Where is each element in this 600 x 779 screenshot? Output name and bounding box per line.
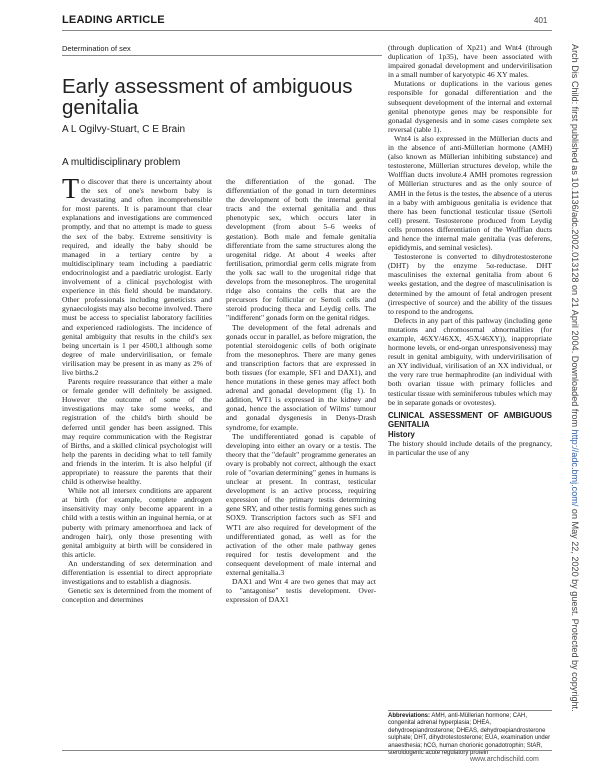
page-number: 401 (534, 16, 548, 25)
section-label: Determination of sex (62, 44, 131, 53)
sidebar-text-before: Arch Dis Child: first published as 10.1136/adc.2002.013128 on 21 April 2004. Downloaded from (570, 44, 580, 430)
paragraph (62, 177, 212, 377)
paragraph: DAX1 and Wnt 4 are two genes that may act to "antagonise" testis development. Over-expression of DAX1 (226, 577, 376, 605)
paragraph: Wnt4 is also expressed in the Müllerian ducts and in the absence of anti-Müllerian hormone (AMH) (also known as Müllerian inhibiting substance) and testosterone, Müllerian structures develop, while the Wolffian ducts involute.4 AMH promotes regression of Müllerian structures and as the only source of AMH in the fetus is the testes, the absence of a uterus in a baby with ambiguous genitalia is evidence that there has been functional testicular tissue (Sertoli cell) present. Testosterone produced from Leydig cells promotes differentiation of the Wolffian ducts and hence the internal male genitalia (vas deferens, epididymis, and seminal vesicles). (388, 133, 552, 253)
text-column-3 (388, 43, 552, 620)
drop-cap: T (62, 177, 80, 205)
sidebar-text-after: on May 22, 2020 by guest. Protected by copyright. (570, 506, 580, 712)
paragraph: While not all intersex conditions are apparent at birth (for example, complete androgen insensitivity may only become apparent in a child with a testis within an inguinal hernia, or at puberty with primary amenorrhoea and lack of androgen hair), only those presenting with genital ambiguity at birth will be considered in this article. (62, 486, 212, 559)
sidebar-link[interactable]: http://adc.bmj.com/ (570, 429, 580, 507)
paragraph: Defects in any part of this pathway (including gene mutations and chromosomal abnormalities (for example, 46XY/46XX, 45X/46XY)), inappropriate hormone levels, or end-organ unresponsiveness) may result in genital ambiguity, with undervirilisation of an XY individual, virilisation of an XX individual, or the very rare true hermaphrodite (an individual with both ovarian tissue with primary follicles and testicular tissue with seminiferous tubules which may be in separate gonads or ovotestes). (388, 315, 552, 407)
article-subheading: A multidisciplinary problem (62, 157, 181, 168)
citation-sidebar (570, 44, 580, 712)
paragraph: An understanding of sex determination and differentiation is essential to direct appropriate investigations and to establish a diagnosis. (62, 558, 212, 587)
text-column-2 (226, 177, 376, 727)
paragraph-text: o discover that there is uncertainty about the sex of one's newborn baby is devastating and often incomprehensible for most parents. It is paramount that clear explanations and investigations are commenced promptly, and that no attempt is made to guess the sex of the baby. Extreme sensitivity is required, and ideally the baby should be managed in a tertiary centre by a multidisciplinary team including a paediatric endocrinologist and a paediatric urologist. Early involvement of a clinical psychologist with experience in this field should be mandatory. Other professionals including geneticists and gynaecologists may also become involved. There must be access to specialist laboratory facilities and experienced radiologists. The incidence of genital ambiguity that results in the child's sex being uncertain is 1 per 4500,1 although some degree of male undervirilisation, or female virilisation may be present in as many as 2% of live births.2 (62, 177, 212, 377)
article-title: Early assessment of ambiguous genitalia (62, 75, 353, 119)
paragraph: the differentiation of the gonad. The differentiation of the gonad in turn determines the development of both the internal genital tracts and the external genitalia and thus phenotypic sex, which occurs later in development (from about 5–6 weeks of gestation). Both male and female genitalia differentiate from the same structures along the urogenital ridge. At about 4 weeks after fertilisation, primordial germ cells migrate from the yolk sac wall to the urogenital ridge that develops from the mesonephros. The urogenital ridge also contains the cells that are the precursors for follicular or Sertoli cells and steroid producing theca and Leydig cells. The "indifferent" gonads form on the genital ridges. (226, 177, 376, 323)
abbreviations-rule (388, 710, 552, 711)
paragraph: The development of the fetal adrenals and gonads occur in parallel, as before migration, the potential steroidogenic cells of both originate from the mesonephros. There are many genes and transcription factors that are expressed in both tissues (for example, SF1 and DAX1), and hence mutations in these genes may affect both adrenal and gonadal development (fig 1). In addition, WT1 is expressed in the kidney and gonad, hence the association of Wilms' tumour and gonadal dysgenesis in Denys-Drash syndrome, for example. (226, 322, 376, 432)
paragraph: Testosterone is converted to dihydrotestosterone (DHT) by the enzyme 5α-reductase. DHT masculinises the external genitalia from about 6 weeks gestation, and the degree of masculinisation is determined by the amount of fetal androgen present (irrespective of source) and the ability of the tissues to respond to the androgens. (388, 252, 552, 316)
article-authors: A L Ogilvy-Stuart, C E Brain (62, 124, 186, 135)
header-rule (62, 30, 552, 31)
text-column-1 (62, 177, 212, 727)
paragraph: Mutations or duplications in the various genes responsible for gonadal differentiation and the subsequent development of the internal and external genital phenotype genes may be responsible for gonadal dysgenesis and in some cases complete sex reversal (table 1). (388, 79, 552, 134)
paragraph: Parents require reassurance that either a male or female gender will definitely be assigned. However the outcome of some of the investigations may take some weeks, and registration of the child's birth should be deferred until gender has been assigned. This may require communication with the Registrar of Births, and a skilled clinical psychologist will help the parents in deciding what to tell family and friends in the interim. It is also helpful (if appropriate) to reassure the parents that their child is otherwise healthy. (62, 377, 212, 487)
abbreviations-label: Abbreviations: (388, 713, 431, 719)
title-rule (62, 55, 382, 56)
paragraph: (through duplication of Xp21) and Wnt4 (through duplication of 1p35), have been associated with impaired gonadal development and undervirilisation in a small number of karyotypic 46 XY males. (388, 43, 552, 80)
paragraph: The history should include details of the pregnancy, in particular the use of any (388, 439, 552, 458)
footer-rule (62, 750, 552, 751)
paragraph: The undifferentiated gonad is capable of developing into either an ovary or a testis. The theory that the "default" programme generates an ovary is probably not correct, although the exact role of "ovarian determining" genes in humans is unclear at present. In contrast, testicular development is an active process, requiring expression of the primary testis determining gene SRY, and other testis forming genes such as SOX9. Transcription factors such as SF1 and WT1 are also required for development of the undifferentiated gonad, as well as for the activation of the other male pathway genes required for testis development and the consequent development of male internal and external genitalia.3 (226, 431, 376, 578)
section-heading: CLINICAL ASSESSMENT OF AMBIGUOUS GENITALIA (388, 410, 552, 430)
abbreviations-text: AMH, anti-Müllerian hormone; CAH, congenital adrenal hyperplasia; DHEA, dehydroepiandrosterone; DHEAS, dehydroepiandrosterone sulphate; DHT, dihydrotestosterone; EUA, examination under anaesthesia; hCG, human chorionic gonadotrophin; StAR, steroidogenic acute regulatory protein (388, 713, 551, 757)
paragraph: Genetic sex is determined from the moment of conception and determines (62, 586, 212, 605)
footer-url[interactable]: www.archdischild.com (470, 756, 539, 763)
subsection-heading: History (388, 429, 415, 439)
running-head: LEADING ARTICLE (62, 14, 165, 26)
